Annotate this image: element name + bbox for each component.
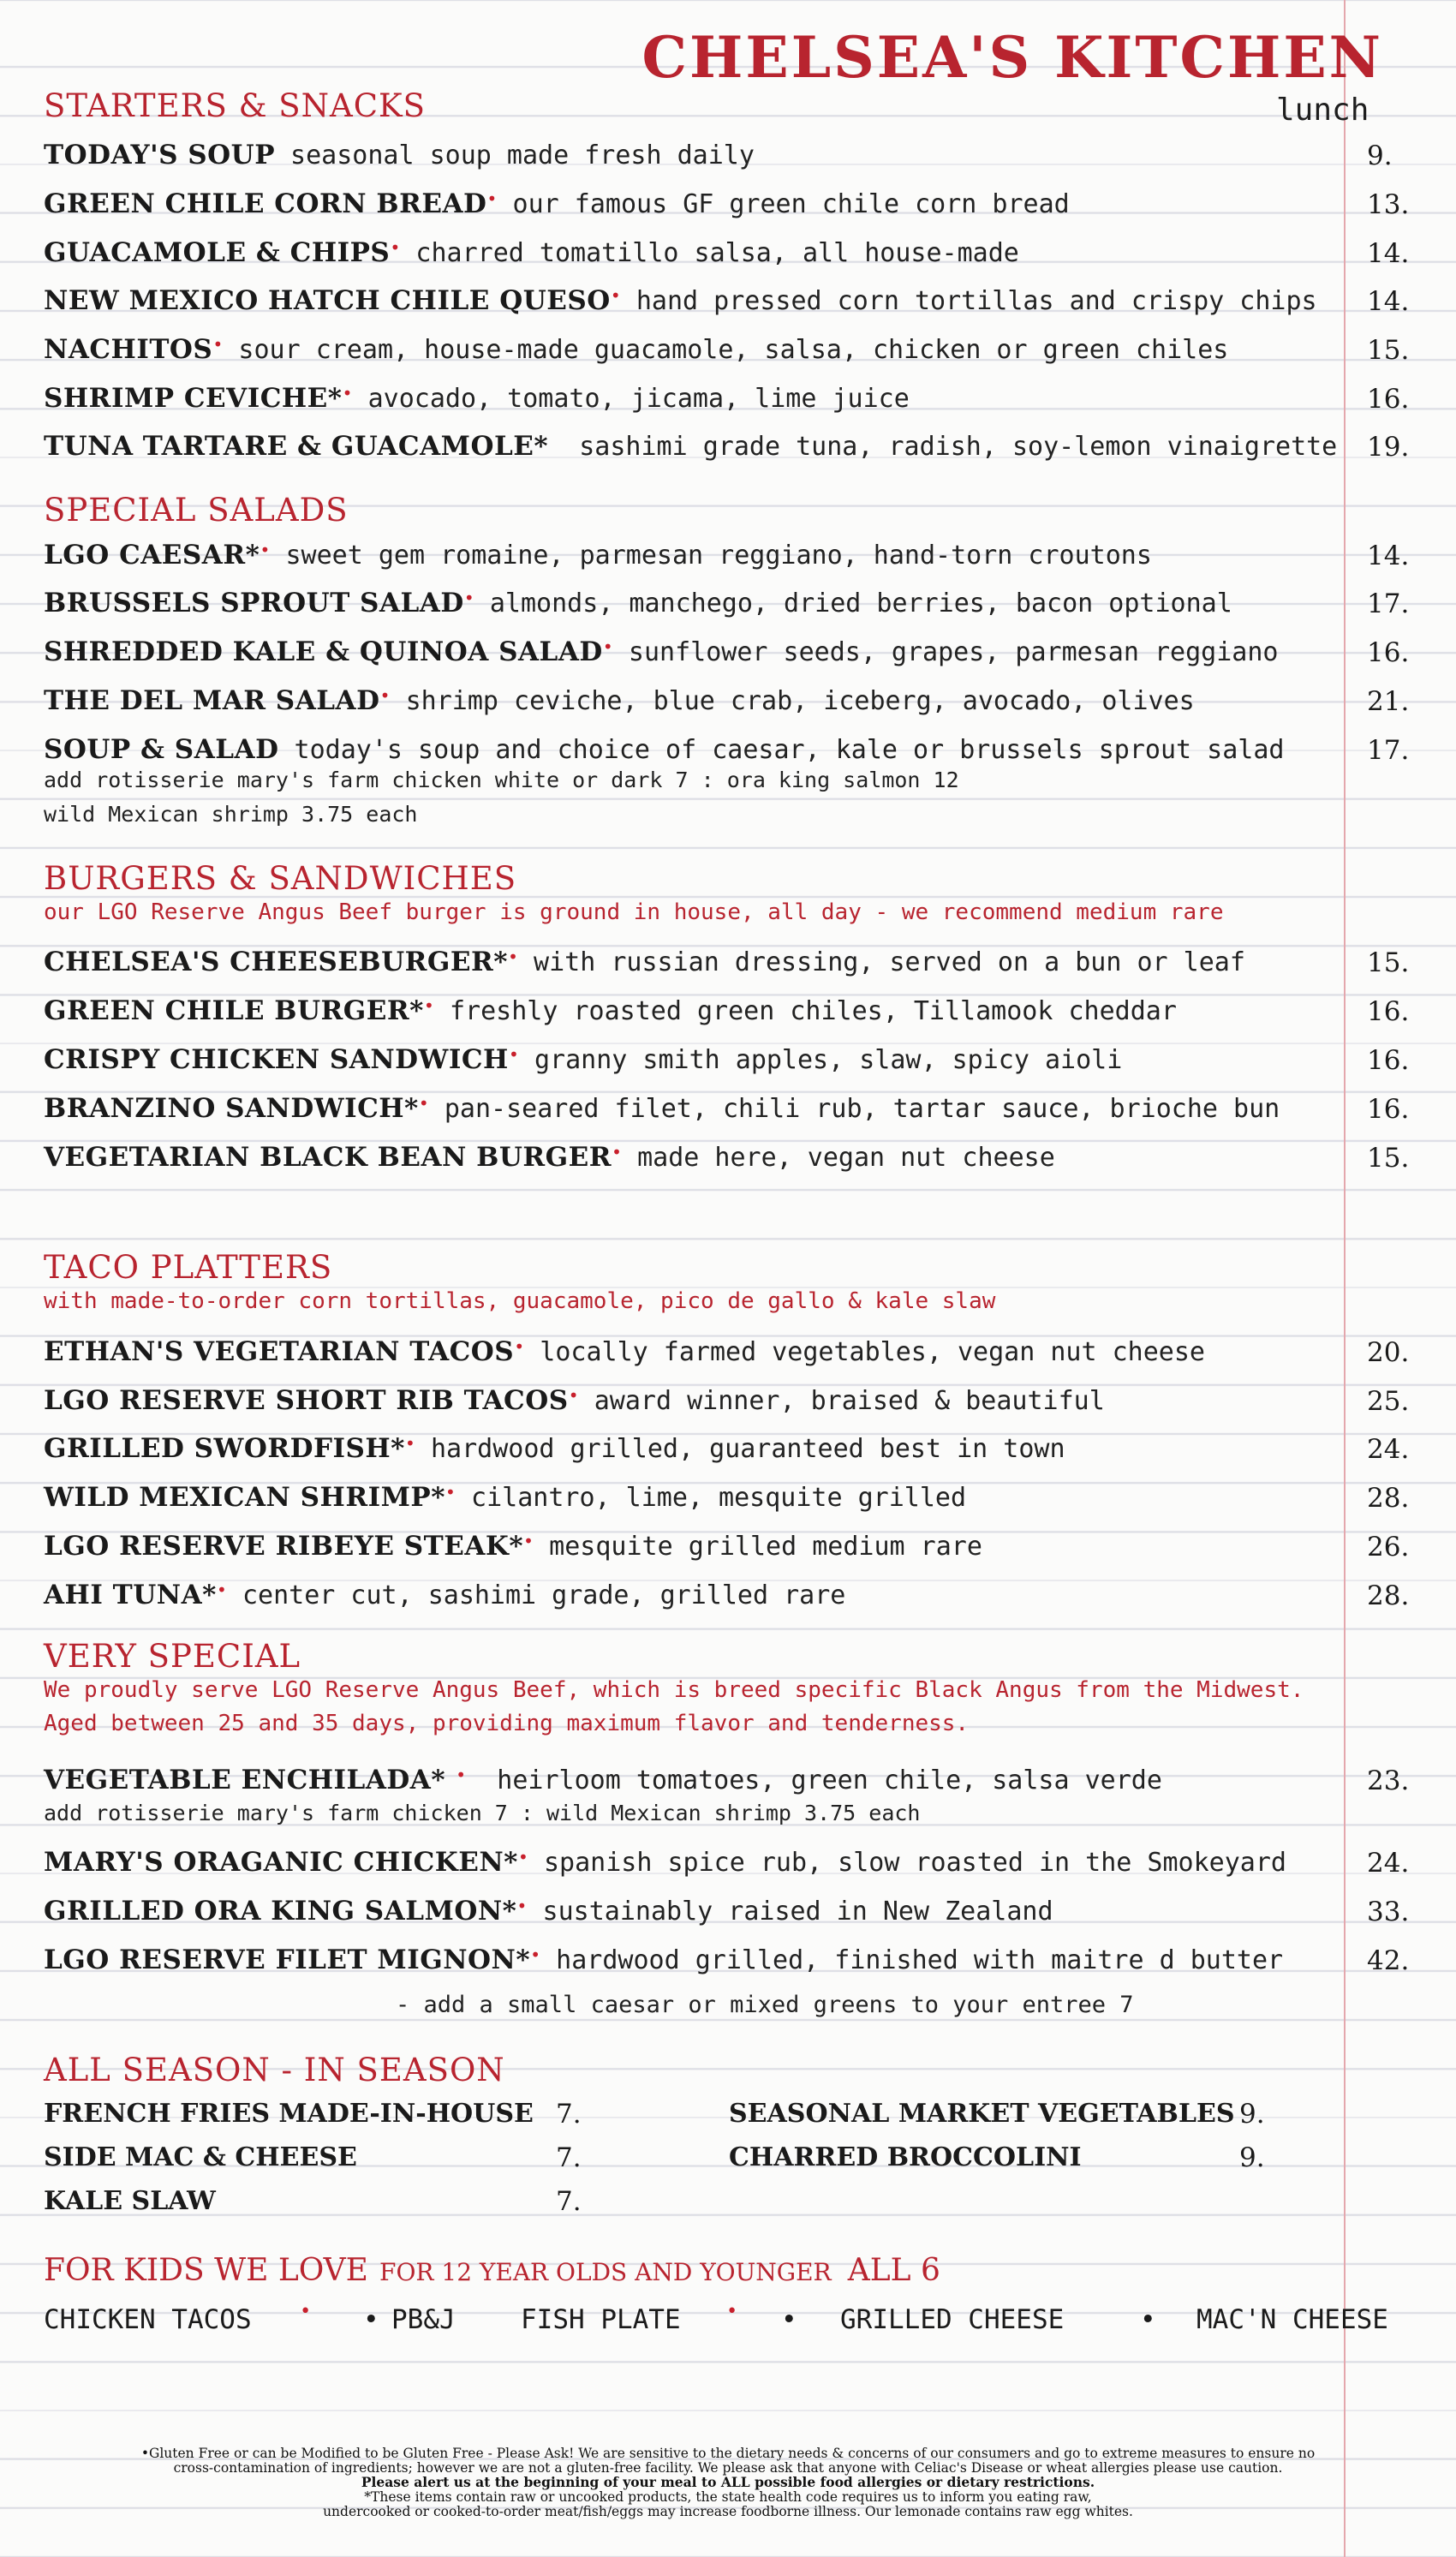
menu-item [44, 588, 1232, 618]
menu-item [44, 1482, 966, 1513]
menu-item-name: LGO RESERVE SHORT RIB TACOS [44, 1385, 569, 1416]
gluten-free-mark: • [486, 188, 498, 209]
menu-item-description: avocado, tomato, jicama, lime juice [352, 384, 910, 414]
menu-item-price: 20. [1367, 1337, 1410, 1368]
gluten-free-mark: • [507, 947, 518, 967]
menu-item [44, 285, 1317, 316]
gluten-free-mark: • [516, 1896, 528, 1916]
menu-item-price: 17. [1367, 735, 1410, 766]
restaurant-title: CHELSEA'S KITCHEN [641, 24, 1383, 91]
salad-addon-line-1: add rotisserie mary's farm chicken white or dark 7 : ora king salmon 12 [44, 768, 959, 792]
menu-item-price: 28. [1367, 1483, 1410, 1514]
menu-subtitle: lunch [1276, 93, 1369, 128]
gluten-free-mark: • [342, 383, 353, 403]
menu-item [44, 1044, 1122, 1075]
side-item-price: 7. [556, 2142, 582, 2173]
menu-item [44, 947, 1245, 977]
menu-item-price: 28. [1367, 1580, 1410, 1611]
menu-item [44, 1580, 845, 1610]
gluten-free-mark: • [418, 1093, 429, 1114]
menu-item-price: 15. [1367, 335, 1410, 366]
section-heading-sides: ALL SEASON - IN SEASON [44, 2052, 505, 2088]
kids-heading: FOR KIDS WE LOVE [44, 2253, 368, 2288]
menu-item-price: 16. [1367, 637, 1410, 668]
gluten-free-mark: • [260, 540, 271, 560]
side-item-name: CHARRED BROCCOLINI [729, 2142, 1082, 2172]
menu-item-price: 14. [1367, 541, 1410, 571]
menu-item-price: 24. [1367, 1434, 1410, 1465]
menu-item-description: made here, vegan nut cheese [622, 1143, 1055, 1173]
menu-item-name: LGO RESERVE FILET MIGNON* [44, 1945, 531, 1975]
side-item-name: FRENCH FRIES MADE-IN-HOUSE [44, 2099, 534, 2129]
menu-item-description: sunflower seeds, grapes, parmesan reggiano [612, 637, 1279, 667]
menu-item-name: CHELSEA'S CHEESEBURGER* [44, 947, 508, 977]
menu-item-name: MARY'S ORAGANIC CHICKEN* [44, 1847, 518, 1878]
menu-item-description: spanish spice rub, slow roasted in the Smokeyard [528, 1848, 1286, 1878]
kids-item: CHICKEN TACOS [44, 2304, 252, 2335]
menu-item-description: almonds, manchego, dried berries, bacon optional [474, 588, 1232, 618]
menu-item-description: today's soup and choice of caesar, kale or brussels sprout salad [278, 735, 1285, 765]
special-note-line-1: We proudly serve LGO Reserve Angus Beef, which is breed specific Black Angus from the Midwest. [44, 1677, 1304, 1703]
menu-item-description: cilantro, lime, mesquite grilled [455, 1483, 966, 1513]
section-heading-tacos: TACO PLATTERS [44, 1249, 333, 1286]
menu-item-name: GRILLED ORA KING SALMON* [44, 1896, 517, 1927]
menu-item-price: 13. [1367, 189, 1410, 220]
kids-separator: • [781, 2304, 797, 2335]
menu-item [44, 540, 1152, 571]
section-heading-salads: SPECIAL SALADS [44, 492, 349, 529]
menu-item-price: 9. [1367, 140, 1393, 171]
kids-price: ALL 6 [847, 2253, 940, 2288]
menu-item-price: 16. [1367, 1094, 1410, 1125]
gluten-free-mark: • [404, 1433, 415, 1454]
menu-item [44, 685, 1195, 716]
gluten-free-mark: • [612, 1142, 623, 1162]
menu-item-description: sweet gem romaine, parmesan reggiano, hand-torn croutons [270, 541, 1152, 571]
menu-item-name: BRANZINO SANDWICH* [44, 1093, 419, 1124]
gluten-free-mark: • [445, 1482, 456, 1503]
menu-item-price: 26. [1367, 1532, 1410, 1562]
menu-item [44, 1093, 1280, 1124]
menu-item-price: 15. [1367, 947, 1410, 978]
menu-item-name: VEGETARIAN BLACK BEAN BURGER [44, 1142, 612, 1173]
menu-item [44, 1142, 1055, 1173]
menu-item-name: SHRIMP CEVICHE* [44, 383, 343, 414]
kids-item: PB&J [391, 2304, 456, 2335]
kids-item: MAC'N CHEESE [1196, 2304, 1388, 2335]
menu-item-description: locally farmed vegetables, vegan nut cheese [524, 1337, 1205, 1367]
menu-item-name: NEW MEXICO HATCH CHILE QUESO [44, 285, 611, 316]
menu-item-name: THE DEL MAR SALAD [44, 685, 380, 716]
menu-item-name: GREEN CHILE CORN BREAD [44, 188, 487, 219]
menu-item-name: SHREDDED KALE & QUINOA SALAD [44, 636, 603, 667]
kids-item: GRILLED CHEESE [840, 2304, 1065, 2335]
menu-item [44, 1945, 1283, 1975]
menu-item-price: 33. [1367, 1897, 1410, 1927]
gluten-free-mark: • [379, 685, 391, 706]
side-item-name: SEASONAL MARKET VEGETABLES [729, 2099, 1235, 2129]
footer-line-4: *These items contain raw or uncooked products, the state health code requires us to inform you eating raw, [364, 2489, 1092, 2505]
tacos-note: with made-to-order corn tortillas, guacamole, pico de gallo & kale slaw [44, 1288, 996, 1314]
gluten-free-mark: • [530, 1945, 541, 1965]
menu-item-description: granny smith apples, slaw, spicy aioli [518, 1045, 1123, 1075]
menu-item-description: seasonal soup made fresh daily [275, 140, 755, 170]
gluten-free-mark: • [523, 1531, 534, 1551]
gluten-free-mark: • [610, 285, 621, 306]
menu-item-description: with russian dressing, served on a bun or leaf [517, 947, 1245, 977]
menu-item-description: award winner, braised & beautiful [578, 1386, 1105, 1416]
menu-item-price: 17. [1367, 588, 1410, 619]
special-note-line-2: Aged between 25 and 35 days, providing maximum flavor and tenderness. [44, 1711, 970, 1736]
gluten-free-mark: • [463, 588, 474, 608]
menu-item-price: 19. [1367, 432, 1410, 463]
entree-note: - add a small caesar or mixed greens to your entree 7 [396, 1992, 1134, 2018]
side-item-name: SIDE MAC & CHEESE [44, 2142, 357, 2172]
menu-item-description: sustainably raised in New Zealand [527, 1897, 1053, 1927]
menu-item-name: ETHAN'S VEGETARIAN TACOS [44, 1336, 515, 1367]
menu-item-name: GUACAMOLE & CHIPS [44, 237, 391, 268]
side-item-price: 9. [1239, 2142, 1265, 2173]
kids-item: FISH PLATE [521, 2304, 681, 2335]
gluten-free-mark: • [212, 334, 224, 355]
menu-item-name: WILD MEXICAN SHRIMP* [44, 1482, 445, 1513]
gluten-free-mark: • [726, 2301, 738, 2322]
gluten-free-mark: • [517, 1847, 528, 1867]
gluten-free-mark: • [423, 995, 434, 1016]
menu-item [44, 995, 1177, 1026]
menu-item [44, 1385, 1105, 1416]
menu-item-description: freshly roasted green chiles, Tillamook cheddar [433, 996, 1177, 1026]
menu-item-name: GREEN CHILE BURGER* [44, 995, 424, 1026]
menu-item-name: LGO CAESAR* [44, 540, 260, 571]
side-item-name: KALE SLAW [44, 2186, 216, 2216]
menu-item-description: hardwood grilled, finished with maitre d butter [540, 1945, 1284, 1975]
menu-item-description: charred tomatillo salsa, all house-made [400, 238, 1019, 268]
menu-item-description: center cut, sashimi grade, grilled rare [226, 1580, 846, 1610]
menu-item-description: sour cream, house-made guacamole, salsa, chicken or green chiles [223, 335, 1229, 365]
special-addon: add rotisserie mary's farm chicken 7 : wild Mexican shrimp 3.75 each [44, 1801, 921, 1825]
salad-addon-line-2: wild Mexican shrimp 3.75 each [44, 802, 418, 827]
gluten-free-mark: • [445, 1765, 467, 1785]
gluten-free-mark: • [514, 1336, 525, 1357]
menu-item [44, 237, 1019, 268]
menu-item [44, 1765, 1162, 1795]
menu-item-price: 14. [1367, 238, 1410, 269]
menu-item [44, 734, 1284, 765]
menu-item-price: 23. [1367, 1765, 1410, 1796]
menu-item [44, 431, 1337, 462]
menu-item-description: shrimp ceviche, blue crab, iceberg, avocado, olives [390, 686, 1195, 716]
menu-item [44, 334, 1228, 365]
gluten-free-mark: • [390, 237, 401, 258]
menu-item [44, 140, 755, 170]
side-item-price: 7. [556, 2099, 582, 2130]
section-heading-starters: STARTERS & SNACKS [44, 87, 427, 124]
menu-item-name: SOUP & SALAD [44, 734, 279, 765]
margin-line [1344, 0, 1346, 2557]
menu-item-name: TUNA TARTARE & GUACAMOLE* [44, 431, 549, 462]
footer-line-5: undercooked or cooked-to-order meat/fish/eggs may increase foodborne illness. Our lemonade contains raw egg whites. [323, 2504, 1133, 2519]
menu-item-name: LGO RESERVE RIBEYE STEAK* [44, 1531, 524, 1562]
menu-item-description: pan-seared filet, chili rub, tartar sauce, brioche bun [428, 1094, 1280, 1124]
menu-item-name: GRILLED SWORDFISH* [44, 1433, 405, 1464]
menu-item [44, 1433, 1065, 1464]
menu-item-name: AHI TUNA* [44, 1580, 217, 1610]
menu-item-description: hand pressed corn tortillas and crispy chips [620, 286, 1317, 316]
menu-item-price: 25. [1367, 1386, 1410, 1417]
menu-item-description: heirloom tomatoes, green chile, salsa verde [466, 1765, 1162, 1795]
menu-item-price: 24. [1367, 1848, 1410, 1879]
section-heading-very-special: VERY SPECIAL [44, 1638, 301, 1675]
gluten-free-mark: • [508, 1044, 519, 1065]
menu-item-description: our famous GF green chile corn bread [497, 189, 1070, 219]
gluten-free-mark: • [216, 1580, 227, 1600]
kids-subheading: FOR 12 YEAR OLDS AND YOUNGER [379, 2258, 832, 2286]
menu-item-description: hardwood grilled, guaranteed best in town [415, 1434, 1065, 1464]
menu-item-name: BRUSSELS SPROUT SALAD [44, 588, 464, 618]
side-item-price: 7. [556, 2186, 582, 2217]
menu-item-price: 15. [1367, 1143, 1410, 1174]
menu-item [44, 188, 1070, 219]
kids-separator: • [1140, 2304, 1156, 2335]
menu-item-description: mesquite grilled medium rare [534, 1532, 982, 1562]
menu-item [44, 1847, 1286, 1878]
menu-item-price: 14. [1367, 286, 1410, 317]
menu-item [44, 1896, 1053, 1927]
gluten-free-mark: • [568, 1385, 579, 1406]
menu-item-price: 16. [1367, 384, 1410, 415]
section-heading-burgers: BURGERS & SANDWICHES [44, 860, 517, 897]
footer-line-3: Please alert us at the beginning of your meal to ALL possible food allergies or dietary restrictions. [361, 2474, 1095, 2490]
menu-item-price: 16. [1367, 996, 1410, 1027]
menu-item-name: NACHITOS [44, 334, 213, 365]
gluten-free-mark: • [602, 636, 613, 657]
side-item-price: 9. [1239, 2099, 1265, 2130]
menu-item-price: 21. [1367, 686, 1410, 717]
menu-item-name: CRISPY CHICKEN SANDWICH [44, 1044, 509, 1075]
footer-line-1: •Gluten Free or can be Modified to be Gluten Free - Please Ask! We are sensitive to the dietary needs & concerns of our consumers and go to extreme measures to ensure no [140, 2446, 1316, 2461]
menu-item [44, 1531, 982, 1562]
menu-item-name: VEGETABLE ENCHILADA* [44, 1765, 446, 1795]
menu-item [44, 1336, 1205, 1367]
menu-item [44, 636, 1278, 667]
menu-item-name: TODAY'S SOUP [44, 140, 275, 170]
menu-item-description: sashimi grade tuna, radish, soy-lemon vinaigrette [548, 432, 1338, 462]
footer-line-2: cross-contamination of ingredients; however we are not a gluten-free facility. We please ask that anyone with Celiac's Disease or wheat allergies please use caution. [173, 2460, 1283, 2476]
menu-item [44, 383, 910, 414]
burgers-note: our LGO Reserve Angus Beef burger is ground in house, all day - we recommend medium rare [44, 899, 1224, 925]
section-heading-kids [44, 2253, 940, 2288]
menu-item-price: 42. [1367, 1945, 1410, 1976]
menu-item-price: 16. [1367, 1045, 1410, 1076]
kids-separator: • [363, 2304, 379, 2335]
gluten-free-mark: • [300, 2301, 312, 2322]
